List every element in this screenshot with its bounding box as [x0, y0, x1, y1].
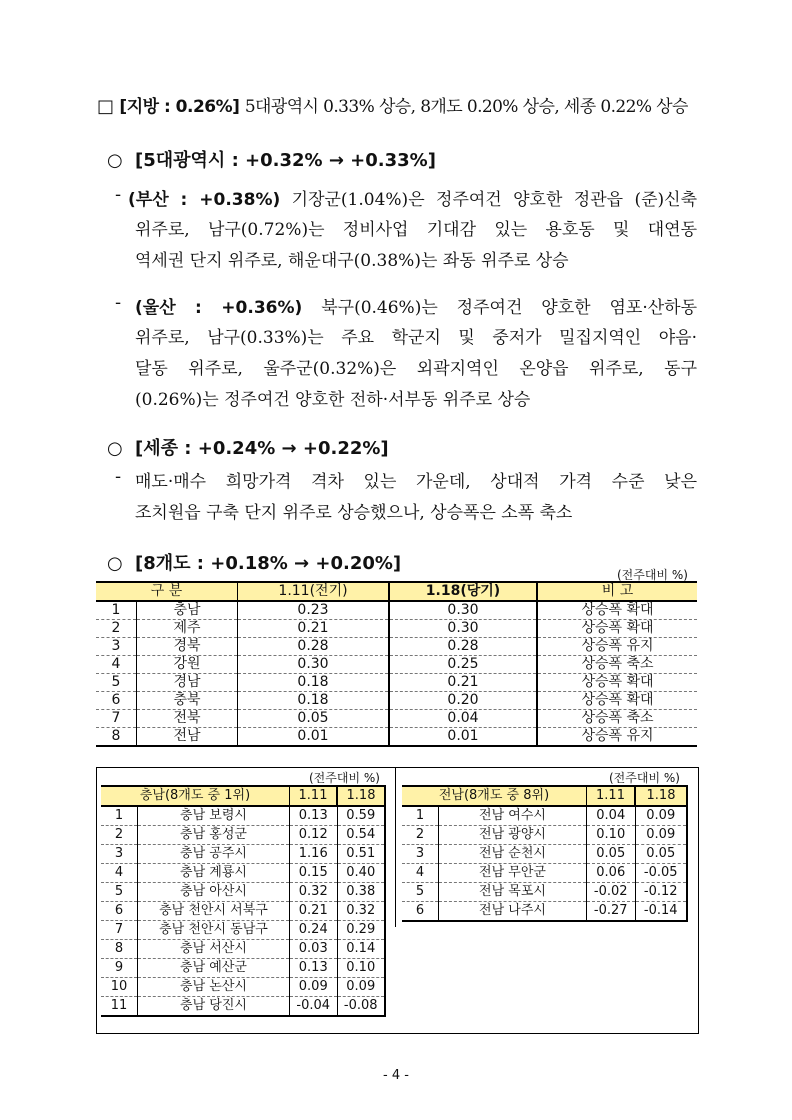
table-cell: 강원	[137, 656, 238, 674]
table-row	[402, 902, 687, 922]
table-cell: 상승폭 축소	[537, 656, 697, 674]
table-cell: 5	[96, 674, 137, 692]
busan-line-1: (부산 : +0.38%) 기장군(1.04%)은 정주여건 양호한 정관읍 (준)신축	[128, 190, 697, 210]
table-row	[101, 978, 385, 997]
table-row	[402, 806, 687, 826]
ulsan-line-3: 달동 위주로, 울주군(0.32%)은 외곽지역인 온양읍 위주로, 동구	[135, 359, 697, 379]
sejong-line-2: 조치원읍 구축 단지 위주로 상승했으나, 상승폭은 소폭 축소	[135, 503, 573, 523]
table-row	[96, 656, 697, 674]
table-row	[101, 959, 385, 978]
table-cell: 0.10	[587, 826, 636, 845]
table-cell: 전북	[137, 710, 238, 728]
table-row	[101, 826, 385, 845]
table-row	[402, 883, 687, 902]
table-cell: 상승폭 유지	[537, 638, 697, 656]
table-cell: 1	[402, 806, 439, 826]
table-cell: -0.14	[635, 902, 687, 922]
table-cell: 충남 논산시	[138, 978, 290, 997]
table-cell: 5	[101, 883, 138, 902]
table-cell: 0.21	[238, 620, 390, 638]
chungnam-header-region: 충남(8개도 중 1위)	[101, 786, 290, 806]
table-cell: 상승폭 축소	[537, 710, 697, 728]
table-cell: 전남 무안군	[439, 864, 587, 883]
header-note: 비 고	[537, 582, 697, 601]
page-number: - 4 -	[383, 1068, 409, 1083]
table-cell: 7	[101, 921, 138, 940]
jeonnam-header-region: 전남(8개도 중 8위)	[402, 786, 587, 806]
table-cell: 상승폭 확대	[537, 674, 697, 692]
table-cell: 전남 순천시	[439, 845, 587, 864]
table-row	[96, 674, 697, 692]
table-row	[101, 845, 385, 864]
table-cell: 0.03	[290, 940, 338, 959]
table-cell: 0.32	[337, 902, 385, 921]
table-cell: -0.05	[635, 864, 687, 883]
sejong-heading: ○ [세종 : +0.24% → +0.22%]	[107, 438, 389, 459]
circle-bullet-icon: ○	[107, 438, 123, 459]
table-cell: 0.18	[238, 692, 390, 710]
table-cell: 9	[101, 959, 138, 978]
table-cell: 7	[96, 710, 137, 728]
table-cell: -0.02	[587, 883, 636, 902]
table-cell: 0.14	[337, 940, 385, 959]
table-cell: 0.12	[290, 826, 338, 845]
table-cell: 충남 예산군	[138, 959, 290, 978]
table-cell: 2	[96, 620, 137, 638]
table-cell: 0.04	[587, 806, 636, 826]
table-cell: 8	[101, 940, 138, 959]
table-row	[101, 940, 385, 959]
table-cell: 충남	[137, 601, 238, 620]
table-cell: 10	[101, 978, 138, 997]
table-row	[101, 902, 385, 921]
table-cell: 1	[96, 601, 137, 620]
table-cell: 0.40	[337, 864, 385, 883]
table-cell: 4	[101, 864, 138, 883]
busan-line-3: 역세권 단지 위주로, 해운대구(0.38%)는 좌동 위주로 상승	[135, 251, 569, 271]
sejong-dash: -	[115, 467, 122, 487]
table-cell: 0.28	[238, 638, 390, 656]
table-cell: 0.15	[290, 864, 338, 883]
table-cell: 0.54	[337, 826, 385, 845]
table-row	[96, 692, 697, 710]
table-cell: 3	[101, 845, 138, 864]
header-curr: 1.18(당기)	[389, 582, 537, 601]
provinces-heading: ○ [8개도 : +0.18% → +0.20%]	[107, 553, 402, 574]
chungnam-header-curr: 1.18	[337, 786, 385, 806]
table-cell: 전남 광양시	[439, 826, 587, 845]
summary-label: [지방 : 0.26%]	[119, 97, 240, 117]
table-cell: 0.20	[389, 692, 537, 710]
summary-line	[97, 92, 688, 117]
table-cell: 0.30	[389, 620, 537, 638]
table-row	[402, 826, 687, 845]
sub-tables-divider	[395, 767, 396, 927]
table-cell: 충남 계룡시	[138, 864, 290, 883]
table-cell: 0.38	[337, 883, 385, 902]
table-row	[96, 601, 697, 620]
ulsan-label: (울산 : +0.36%)	[135, 298, 303, 318]
table-cell: 6	[402, 902, 439, 922]
table-cell: 4	[402, 864, 439, 883]
table-cell: 0.23	[238, 601, 390, 620]
table-cell: 4	[96, 656, 137, 674]
table-cell: 0.09	[290, 978, 338, 997]
table-cell: 충남 서산시	[138, 940, 290, 959]
table-cell: 제주	[137, 620, 238, 638]
header-prev: 1.11(전기)	[238, 582, 390, 601]
table-cell: 0.29	[337, 921, 385, 940]
table-cell: 8	[96, 728, 137, 747]
table-cell: 전남 목포시	[439, 883, 587, 902]
table-cell: 5	[402, 883, 439, 902]
table-row	[101, 864, 385, 883]
chungnam-table	[101, 785, 386, 1017]
table-cell: 0.10	[337, 959, 385, 978]
table-row	[96, 710, 697, 728]
table-cell: 6	[101, 902, 138, 921]
table-cell: -0.27	[587, 902, 636, 922]
table-row	[402, 845, 687, 864]
table-row	[101, 921, 385, 940]
table-cell: 0.09	[635, 826, 687, 845]
table-row	[101, 806, 385, 826]
table-cell: 3	[96, 638, 137, 656]
table-cell: 충남 아산시	[138, 883, 290, 902]
ulsan-line-2: 위주로, 남구(0.33%)는 주요 학군지 및 중저가 밀집지역인 야음·	[135, 328, 697, 348]
table-cell: 0.05	[587, 845, 636, 864]
table-cell: 0.04	[389, 710, 537, 728]
table-cell: 0.05	[238, 710, 390, 728]
sejong-line-1: 매도·매수 희망가격 격차 있는 가운데, 상대적 가격 수준 낮은	[135, 472, 697, 492]
table-cell: 충남 천안시 서북구	[138, 902, 290, 921]
table-cell: 3	[402, 845, 439, 864]
table-cell: 2	[402, 826, 439, 845]
chungnam-header-prev: 1.11	[290, 786, 338, 806]
busan-label: (부산 : +0.38%)	[128, 190, 281, 210]
table-cell: 상승폭 유지	[537, 728, 697, 747]
table-cell: 0.25	[389, 656, 537, 674]
table-cell: 0.32	[290, 883, 338, 902]
table-cell: 0.59	[337, 806, 385, 826]
table-cell: 2	[101, 826, 138, 845]
table-cell: -0.12	[635, 883, 687, 902]
table-cell: 경북	[137, 638, 238, 656]
table-row	[101, 997, 385, 1017]
table-row	[402, 864, 687, 883]
table-row	[96, 638, 697, 656]
table-cell: 상승폭 확대	[537, 601, 697, 620]
table-cell: 충남 공주시	[138, 845, 290, 864]
header-category: 구 분	[96, 582, 238, 601]
table-cell: 충북	[137, 692, 238, 710]
metro-heading: ○ [5대광역시 : +0.32% → +0.33%]	[107, 150, 436, 171]
provinces-unit: (전주대비 %)	[617, 568, 688, 582]
table-cell: 상승폭 확대	[537, 692, 697, 710]
table-cell: 0.13	[290, 806, 338, 826]
ulsan-dash: -	[115, 293, 122, 313]
circle-bullet-icon: ○	[107, 553, 123, 574]
jeonnam-header-prev: 1.11	[587, 786, 636, 806]
jeonnam-unit: (전주대비 %)	[609, 771, 680, 785]
table-row	[96, 620, 697, 638]
table-cell: 0.30	[238, 656, 390, 674]
table-row	[101, 883, 385, 902]
table-cell: 상승폭 확대	[537, 620, 697, 638]
table-row	[96, 728, 697, 747]
table-cell: 0.24	[290, 921, 338, 940]
summary-text: 5대광역시 0.33% 상승, 8개도 0.20% 상승, 세종 0.22% 상승	[244, 97, 688, 117]
circle-bullet-icon: ○	[107, 150, 123, 171]
jeonnam-header-curr: 1.18	[635, 786, 687, 806]
table-cell: 0.05	[635, 845, 687, 864]
table-cell: 전남	[137, 728, 238, 747]
table-cell: 0.21	[389, 674, 537, 692]
jeonnam-table	[402, 785, 688, 922]
busan-dash: -	[115, 185, 122, 205]
table-cell: 0.51	[337, 845, 385, 864]
table-cell: 11	[101, 997, 138, 1017]
table-cell: 전남 나주시	[439, 902, 587, 922]
table-cell: 0.09	[635, 806, 687, 826]
table-cell: 전남 여수시	[439, 806, 587, 826]
chungnam-unit: (전주대비 %)	[309, 771, 380, 785]
table-cell: 0.06	[587, 864, 636, 883]
table-cell: 충남 당진시	[138, 997, 290, 1017]
table-cell: 0.13	[290, 959, 338, 978]
table-cell: 0.30	[389, 601, 537, 620]
table-cell: 6	[96, 692, 137, 710]
ulsan-line-1: (울산 : +0.36%) 북구(0.46%)는 정주여건 양호한 염포·산하동	[135, 298, 697, 318]
ulsan-line-4: (0.26%)는 정주여건 양호한 전하·서부동 위주로 상승	[135, 390, 531, 410]
table-cell: 경남	[137, 674, 238, 692]
table-cell: 0.28	[389, 638, 537, 656]
checkbox-icon: □	[97, 96, 115, 117]
table-cell: -0.08	[337, 997, 385, 1017]
table-cell: 1	[101, 806, 138, 826]
table-cell: 0.09	[337, 978, 385, 997]
table-cell: 충남 보령시	[138, 806, 290, 826]
table-cell: -0.04	[290, 997, 338, 1017]
table-cell: 충남 홍성군	[138, 826, 290, 845]
table-cell: 0.01	[389, 728, 537, 747]
table-cell: 1.16	[290, 845, 338, 864]
table-cell: 0.21	[290, 902, 338, 921]
provinces-table	[96, 581, 697, 747]
table-cell: 충남 천안시 동남구	[138, 921, 290, 940]
table-cell: 0.18	[238, 674, 390, 692]
busan-line-2: 위주로, 남구(0.72%)는 정비사업 기대감 있는 용호동 및 대연동	[135, 220, 697, 240]
table-cell: 0.01	[238, 728, 390, 747]
